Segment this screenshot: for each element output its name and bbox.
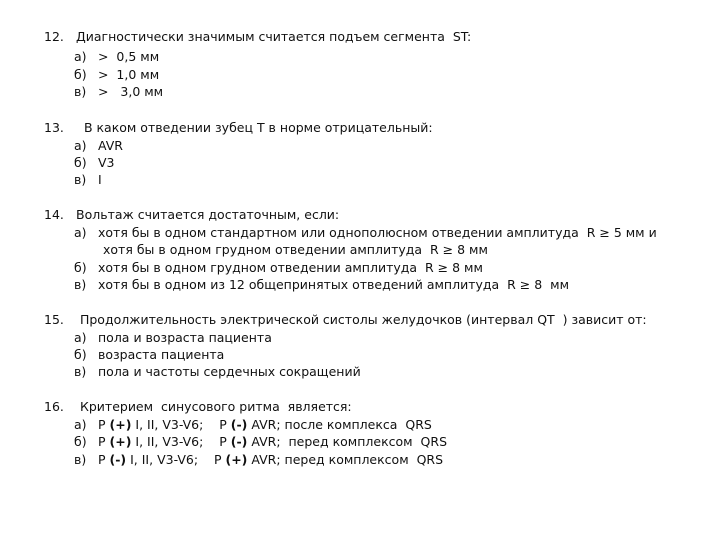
option-letter: в) bbox=[74, 277, 87, 292]
question-16 bbox=[44, 399, 352, 415]
option-text: хотя бы в одном из 12 общепринятых отведений амплитуда R ≥ 8 мм bbox=[98, 277, 569, 292]
sign-label: (-) bbox=[230, 417, 248, 432]
question-text: В каком отведении зубец Т в норме отрицательный: bbox=[76, 120, 433, 135]
option-12-a bbox=[74, 49, 159, 65]
question-12 bbox=[44, 29, 471, 45]
option-text-p: Р bbox=[98, 452, 110, 467]
option-text: > 1,0 мм bbox=[98, 67, 160, 82]
question-number: 15. bbox=[44, 312, 64, 327]
option-text: хотя бы в одном стандартном или однополюсном отведении амплитуда R ≥ 5 мм и bbox=[98, 225, 657, 240]
question-number: 16. bbox=[44, 399, 64, 414]
option-letter: в) bbox=[74, 172, 87, 187]
option-text: AVR bbox=[98, 138, 123, 153]
question-13 bbox=[44, 120, 433, 136]
option-letter: в) bbox=[74, 364, 87, 379]
option-15-a bbox=[74, 330, 272, 346]
option-text-tail: AVR; перед комплексом QRS bbox=[247, 452, 444, 467]
question-text: Вольтаж считается достаточным, если: bbox=[76, 207, 340, 222]
option-text: хотя бы в одном грудном отведении амплитуда R ≥ 8 мм bbox=[98, 260, 483, 275]
option-letter: а) bbox=[74, 225, 87, 240]
option-text: хотя бы в одном грудном отведении амплитуда R ≥ 8 мм bbox=[103, 242, 488, 257]
option-14-a bbox=[74, 225, 657, 241]
option-letter: а) bbox=[74, 49, 87, 64]
option-letter: а) bbox=[74, 417, 87, 432]
question-number: 13. bbox=[44, 120, 64, 135]
sign-label: (+) bbox=[109, 434, 132, 449]
option-16-a bbox=[74, 417, 432, 433]
sign-label: (-) bbox=[230, 434, 248, 449]
option-text: > 3,0 мм bbox=[98, 84, 164, 99]
option-text-leads: I, II, V3-V6; Р bbox=[131, 434, 231, 449]
option-16-b bbox=[74, 434, 447, 450]
option-letter: б) bbox=[74, 67, 87, 82]
option-15-b bbox=[74, 347, 224, 363]
option-text-leads: I, II, V3-V6; Р bbox=[131, 417, 231, 432]
question-text: Диагностически значимым считается подъем сегмента ST: bbox=[76, 29, 472, 44]
option-12-c bbox=[74, 84, 163, 100]
option-letter: в) bbox=[74, 84, 87, 99]
option-text: пола и возраста пациента bbox=[98, 330, 272, 345]
option-letter: а) bbox=[74, 138, 87, 153]
option-14-c bbox=[74, 277, 569, 293]
sign-label: (-) bbox=[109, 452, 127, 467]
option-text: возраста пациента bbox=[98, 347, 225, 362]
option-12-b bbox=[74, 67, 159, 83]
question-14 bbox=[44, 207, 339, 223]
option-15-c bbox=[74, 364, 361, 380]
question-text: Критерием синусового ритма является: bbox=[76, 399, 352, 414]
option-text: V3 bbox=[98, 155, 115, 170]
option-letter: б) bbox=[74, 434, 87, 449]
option-letter: б) bbox=[74, 347, 87, 362]
option-text: I bbox=[98, 172, 102, 187]
option-letter: а) bbox=[74, 330, 87, 345]
option-letter: б) bbox=[74, 260, 87, 275]
question-text: Продолжительность электрической систолы желудочков (интервал QT ) зависит от: bbox=[76, 312, 647, 327]
option-13-a bbox=[74, 138, 123, 154]
sign-label: (+) bbox=[109, 417, 132, 432]
option-text: пола и частоты сердечных сокращений bbox=[98, 364, 361, 379]
option-letter: в) bbox=[74, 452, 87, 467]
option-13-b bbox=[74, 155, 115, 171]
sign-label: (+) bbox=[225, 452, 248, 467]
option-text-tail: AVR; после комплекса QRS bbox=[247, 417, 432, 432]
question-15 bbox=[44, 312, 647, 328]
option-14-b bbox=[74, 260, 483, 276]
option-letter: б) bbox=[74, 155, 87, 170]
option-text-p: Р bbox=[98, 434, 110, 449]
question-number: 14. bbox=[44, 207, 64, 222]
option-text-leads: I, II, V3-V6; Р bbox=[126, 452, 226, 467]
option-text-p: Р bbox=[98, 417, 110, 432]
question-number: 12. bbox=[44, 29, 64, 44]
option-14-a-continuation bbox=[103, 242, 488, 258]
option-text: > 0,5 мм bbox=[98, 49, 160, 64]
option-text-tail: AVR; перед комплексом QRS bbox=[247, 434, 447, 449]
option-13-c bbox=[74, 172, 102, 188]
option-16-c bbox=[74, 452, 443, 468]
